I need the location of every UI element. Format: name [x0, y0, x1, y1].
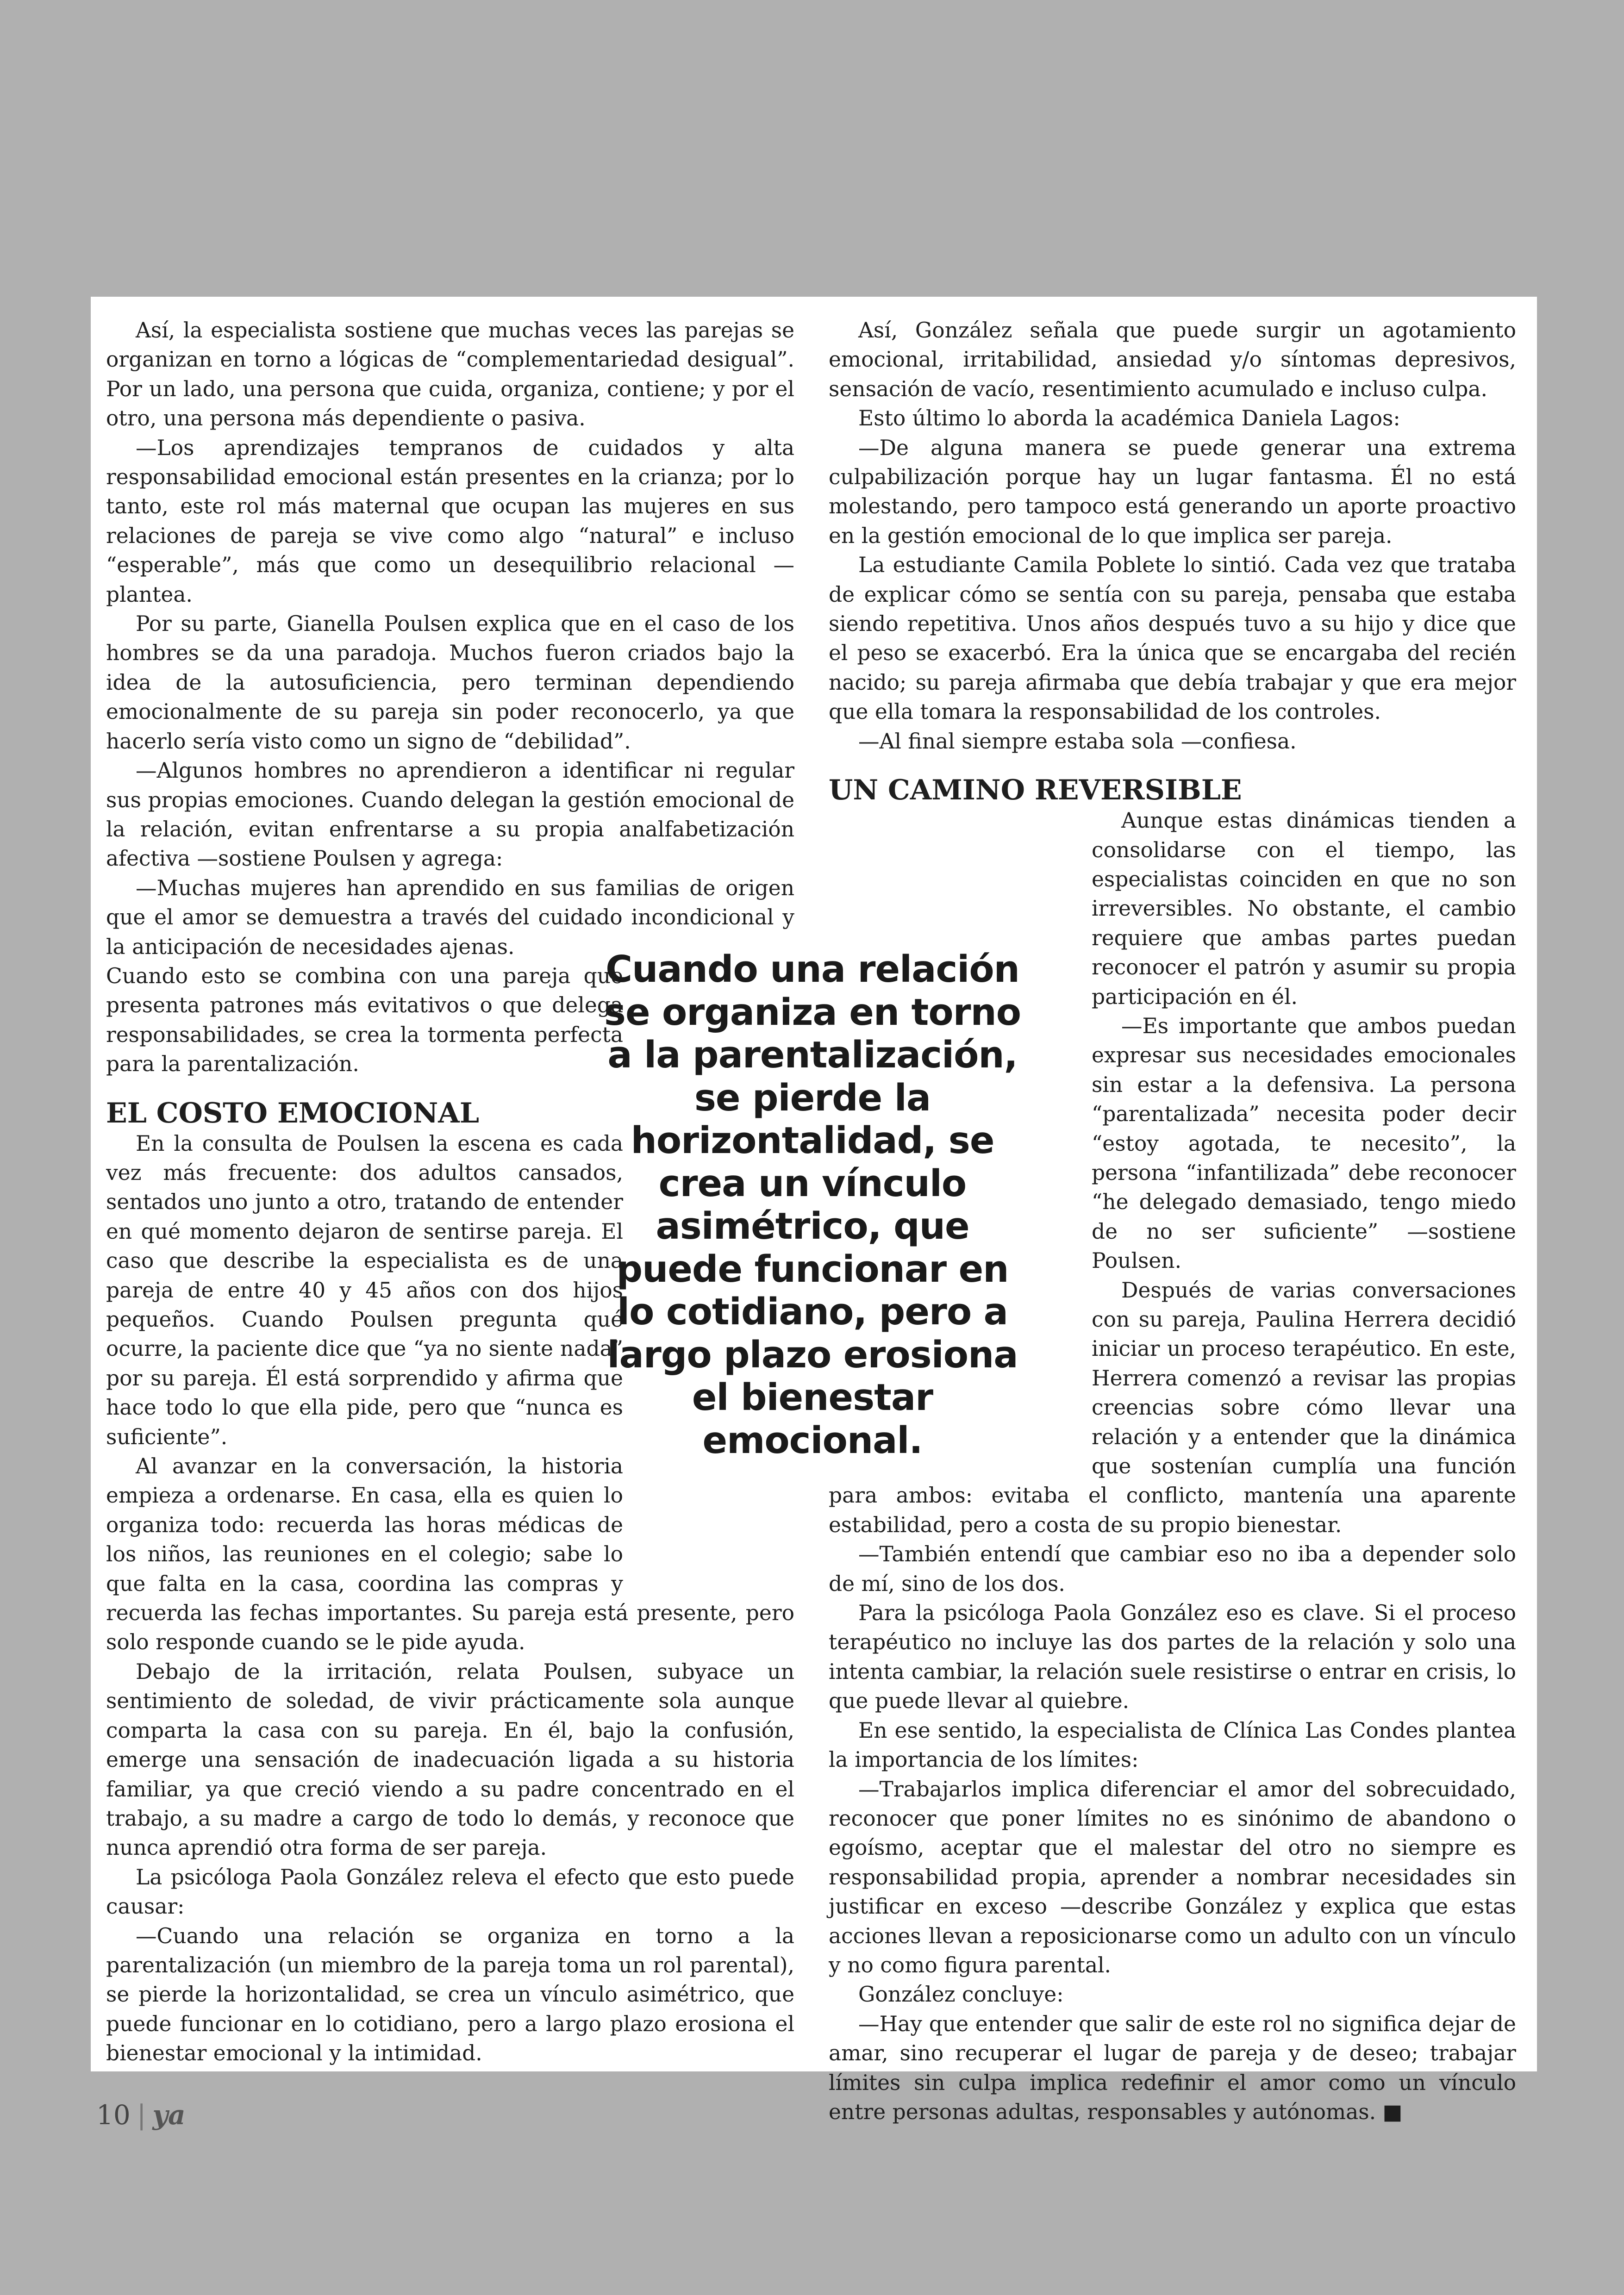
magazine-logo: ya	[152, 2099, 186, 2131]
paragraph: La psicóloga Paola González releva el efecto que esto puede causar:	[106, 1865, 794, 1919]
paragraph: Al avanzar en la conversación, la historia empieza a ordenarse. En casa, ella es quien lo organiza todo: recuerda las horas médicas de los niños, las reuniones en el colegio; sabe lo que falta en la casa, coordina las compras y recuerda las fechas importantes. Su pareja está presente, pero solo responde cuando se le pide ayuda.	[106, 1454, 794, 1655]
paragraph: —Muchas mujeres han aprendido en sus familias de origen que el amor se demuestra a través del cuidado incondicional y la anticipación de necesidades ajenas.	[106, 875, 794, 959]
paragraph: Cuando esto se combina con una pareja que presenta patrones más evitativos o que delega responsabilidades, se crea la tormenta perfecta para la parentalización.	[106, 963, 623, 1077]
paragraph: Para la psicóloga Paola González eso es clave. Si el proceso terapéutico no incluye las dos partes de la relación y solo una intenta cambiar, la relación suele resistirse o entrar en crisis, lo que puede llevar al quiebre.	[829, 1601, 1516, 1714]
paragraph: Así, la especialista sostiene que muchas veces las parejas se organizan en torno a lógicas de “complementariedad desigual”. Por un lado, una persona que cuida, organiza, contiene; y por el otro, una persona más dependiente o pasiva.	[106, 318, 794, 431]
paragraph: La estudiante Camila Poblete lo sintió. Cada vez que trataba de explicar cómo se sentía con su pareja, pensaba que estaba siendo repetitiva. Unos años después tuvo a su hijo y dice que el peso se exacerbó. Era la única que se encargaba del recién nacido; su pareja afirmaba que debía trabajar y que era mejor que ella tomara la responsabilidad de los controles.	[829, 553, 1516, 724]
page-footer	[96, 2099, 186, 2131]
paragraph: Debajo de la irritación, relata Poulsen, subyace un sentimiento de soledad, de vivir prácticamente sola aunque comparta la casa con su pareja. En él, bajo la confusión, emerge una sensación de inadecuación ligada a su historia familiar, ya que creció viendo a su padre concentrado en el trabajo, a su madre a cargo de todo lo demás, y reconoce que nunca aprendió otra forma de ser pareja.	[106, 1659, 794, 1860]
section-heading: UN CAMINO REVERSIBLE	[829, 774, 1242, 807]
page-number: 10	[96, 2099, 131, 2131]
paragraph	[829, 2009, 1516, 2127]
paragraph: —También entendí que cambiar eso no iba a depender solo de mí, sino de los dos.	[829, 1542, 1516, 1596]
pull-quote: Cuando una relación se organiza en torno a la parentalización, se pierde la horizontalidad, se crea un vínculo asimétrico, que puede funcionar en lo cotidiano, pero a largo plazo erosiona el bienestar emocional.	[604, 948, 1021, 1462]
paragraph: Por su parte, Gianella Poulsen explica que en el caso de los hombres se da una paradoja. Muchos fueron criados bajo la idea de la autosuficiencia, pero terminan dependiendo emocionalmente de su pareja sin poder reconocerlo, ya que hacerlo sería visto como un signo de “debilidad”.	[106, 611, 794, 754]
section-heading: EL COSTO EMOCIONAL	[106, 1097, 480, 1129]
paragraph: —Al final siempre estaba sola —confiesa.	[858, 729, 1297, 754]
paragraph: Aunque estas dinámicas tienden a consolidarse con el tiempo, las especialistas coinciden en que no son irreversibles. No obstante, el cambio requiere que ambas partes puedan reconocer el patrón y asumir su propia participación en él.	[1092, 808, 1516, 1009]
paragraph-text: —Hay que entender que salir de este rol no significa dejar de amar, sino recuperar el lugar de pareja y de deseo; trabajar límites sin culpa implica redefinir el amor como un vínculo entre personas adultas, responsables y autónomas.	[829, 2011, 1516, 2124]
paragraph: Después de varias conversaciones con su pareja, Paulina Herrera decidió iniciar un proceso terapéutico. En este, Herrera comenzó a revisar las propias creencias sobre cómo llevar una relación y a entender que la dinámica que sostenían cumplía una función para ambos: evitaba el conflicto, mantenía una aparente estabilidad, pero a costa de su propio bienestar.	[829, 1278, 1516, 1537]
paragraph: González concluye:	[858, 1982, 1064, 2007]
paragraph: —Algunos hombres no aprendieron a identificar ni regular sus propias emociones. Cuando delegan la gestión emocional de la relación, evitan enfrentarse a su propia analfabetización afectiva —sostiene Poulsen y agrega:	[106, 758, 794, 871]
paragraph: Esto último lo aborda la académica Daniela Lagos:	[858, 406, 1400, 431]
paragraph: —Es importante que ambos puedan expresar sus necesidades emocionales sin estar a la defensiva. La persona “parentalizada” necesita poder decir “estoy agotada, te necesito”, la persona “infantilizada” debe reconocer “he delegado demasiado, tengo miedo de no ser suficiente” —sostiene Poulsen.	[1092, 1013, 1516, 1273]
end-mark: ■	[1382, 2099, 1403, 2124]
paragraph: —Los aprendizajes tempranos de cuidados y alta responsabilidad emocional están presentes en la crianza; por lo tanto, este rol más maternal que ocupan las mujeres en sus relaciones de pareja se vive como algo “natural” e incluso “esperable”, más que como un desequilibrio relacional —plantea.	[106, 435, 794, 607]
paragraph: —Cuando una relación se organiza en torno a la parentalización (un miembro de la pareja toma un rol parental), se pierde la horizontalidad, se crea un vínculo asimétrico, que puede funcionar en lo cotidiano, pero a largo plazo erosiona el bienestar emocional y la intimidad.	[106, 1923, 794, 2066]
paragraph: En la consulta de Poulsen la escena es cada vez más frecuente: dos adultos cansados, sentados uno junto a otro, tratando de entender en qué momento dejaron de sentirse pareja. El caso que describe la especialista es de una pareja de entre 40 y 45 años con dos hijos pequeños. Cuando Poulsen pregunta qué ocurre, la paciente dice que “ya no siente nada” por su pareja. Él está sorprendido y afirma que hace todo lo que ella pide, pero que “nunca es suficiente”.	[106, 1131, 623, 1449]
paragraph: En ese sentido, la especialista de Clínica Las Condes plantea la importancia de los límites:	[829, 1718, 1516, 1772]
paragraph: Así, González señala que puede surgir un agotamiento emocional, irritabilidad, ansiedad y/o síntomas depresivos, sensación de vacío, resentimiento acumulado e incluso culpa.	[829, 318, 1516, 401]
paragraph: —De alguna manera se puede generar una extrema culpabilización porque hay un lugar fantasma. Él no está molestando, pero tampoco está generando un aporte proactivo en la gestión emocional de lo que implica ser pareja.	[829, 435, 1516, 548]
footer-separator: |	[137, 2099, 146, 2131]
paragraph: —Trabajarlos implica diferenciar el amor del sobrecuidado, reconocer que poner límites no es sinónimo de abandono o egoísmo, aceptar que el malestar del otro no siempre es responsabilidad propia, aprender a nombrar necesidades sin justificar en exceso —describe González y explica que estas acciones llevan a reposicionarse como un adulto con un vínculo y no como figura parental.	[829, 1777, 1516, 1977]
